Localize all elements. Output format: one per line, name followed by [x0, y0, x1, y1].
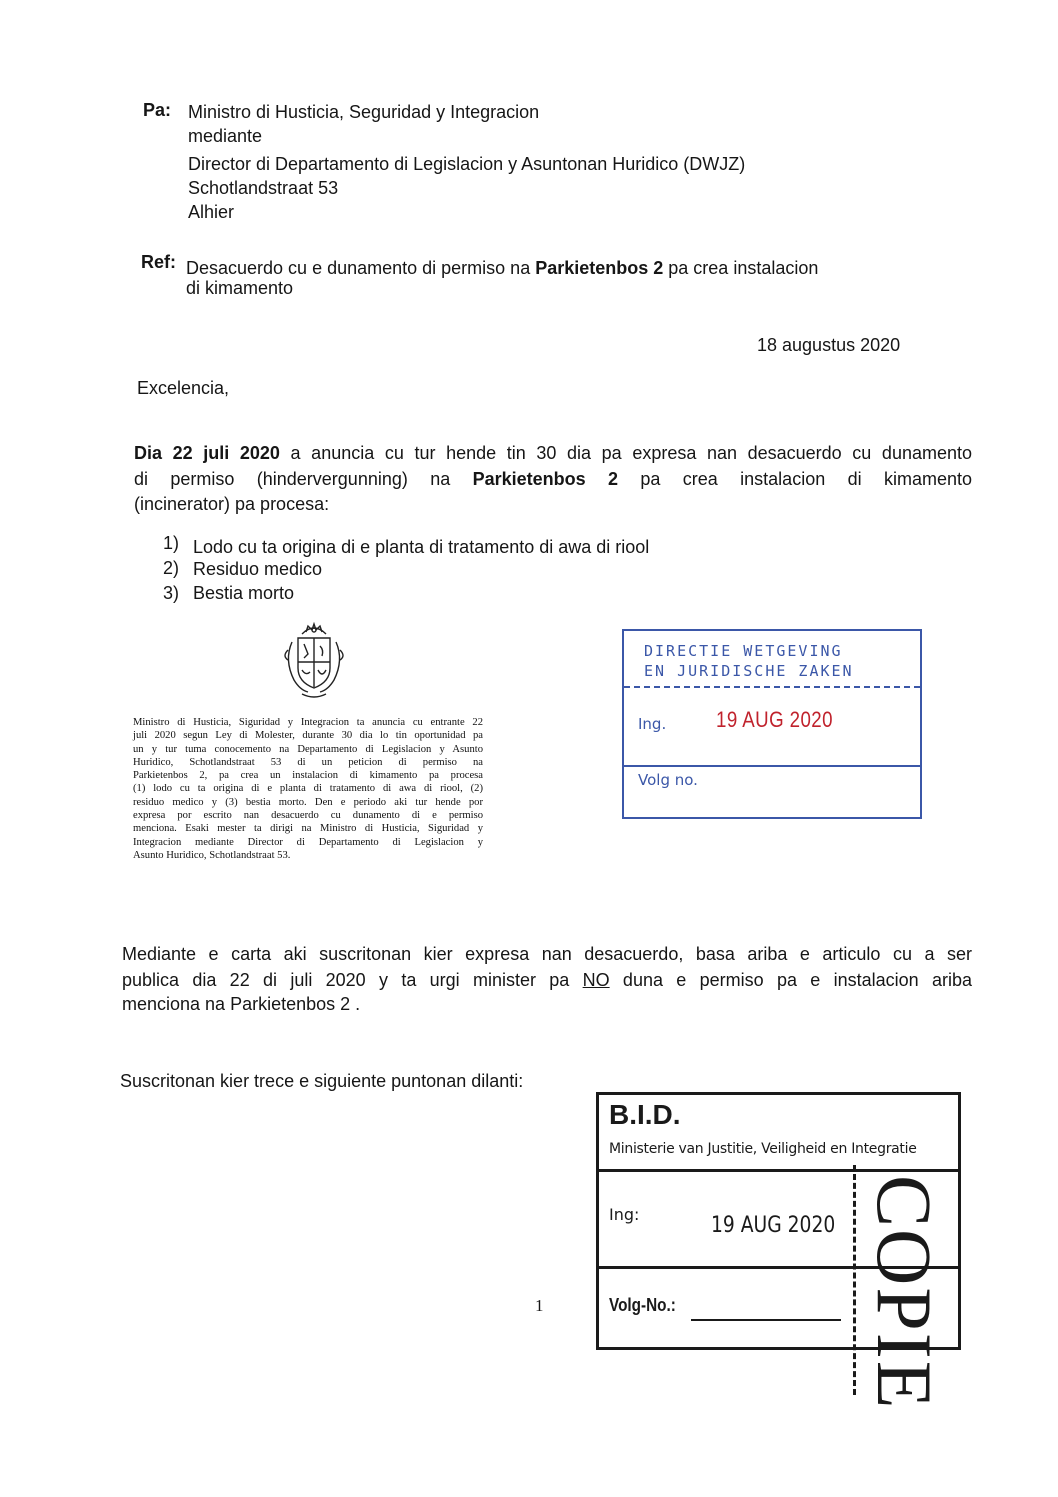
paragraph-line [134, 441, 972, 465]
clipping-line: Ministro di Husticia, Siguridad y Integracion ta anuncia cu entrante 22 [133, 717, 483, 728]
address-line: Alhier [188, 202, 235, 222]
newspaper-clipping [133, 716, 483, 862]
list-item: Lodo cu ta origina di e planta di tratamento di awa di riool [193, 537, 650, 557]
stamp-divider [624, 765, 920, 767]
salutation: Excelencia, [137, 378, 230, 398]
paragraph-text: publica dia 22 di juli 2020 y ta urgi minister pa [122, 970, 583, 990]
copie-stamp: COPIE [861, 1175, 948, 1411]
stamp-heading-line-2: EN JURIDISCHE ZAKEN [644, 662, 854, 680]
list-item: Bestia morto [193, 583, 295, 603]
clipping-line: expresa por escrito nan desacuerdo cu dunamento di e permiso [133, 810, 483, 822]
paragraph-line [134, 467, 972, 491]
stamp-ing-label: Ing: [609, 1205, 640, 1224]
address-line: mediante [188, 126, 263, 146]
underlined-no: NO [582, 970, 610, 990]
bid-received-stamp [596, 1092, 961, 1411]
ref-bold: Parkietenbos 2 [535, 258, 664, 278]
stamp-ing-date: 19 AUG 2020 [716, 707, 833, 732]
paragraph-text: duna e permiso pa e instalacion ariba [609, 970, 972, 990]
paragraph-points-intro: Suscritonan kier trece e siguiente puntonan dilanti: [120, 1071, 524, 1091]
clipping-line: juli 2020 segun Ley di Molester, durante 30 dia lo tin oportunidad pa [133, 730, 483, 742]
dwjz-received-stamp [622, 629, 922, 819]
clipping-line: Parkietenbos 2, pa crea un instalacion di kimamento pa procesa [133, 770, 483, 782]
ref-label: Ref: [141, 252, 176, 272]
paragraph-text: a anuncia cu tur hende tin 30 dia pa expresa nan desacuerdo cu dunamento [279, 443, 973, 463]
address-line: Director di Departamento di Legislacion y Asuntonan Huridico (DWJZ) [188, 154, 746, 174]
paragraph-line: (incinerator) pa procesa: [134, 494, 330, 514]
ref-text: Desacuerdo cu e dunamento di permiso na [186, 258, 536, 278]
stamp-divider [624, 686, 920, 688]
ref-line-2: di kimamento [186, 278, 294, 298]
paragraph-line: Mediante e carta aki suscritonan kier expresa nan desacuerdo, basa ariba e articulo cu a ser [122, 944, 972, 964]
bold-date: Dia 22 juli 2020 [134, 443, 280, 463]
clipping-line: (1) lodo cu ta origina di e planta di tratamento di awa di riool, (2) [133, 783, 483, 795]
clipping-line: Integracion mediante Director di Departamento di Legislacion y [133, 836, 483, 848]
stamp-title: B.I.D. [609, 1099, 681, 1130]
bold-location: Parkietenbos 2 [472, 469, 619, 489]
paragraph-line [122, 968, 972, 992]
list-number: 3) [163, 583, 180, 603]
stamp-volg-line [691, 1319, 841, 1321]
paragraph-text: di permiso (hindervergunning) na [134, 469, 473, 489]
clipping-line: Asunto Huridico, Schotlandstraat 53. [133, 849, 291, 861]
clipping-line: residuo medico y (3) bestia morto. Den e periodo aki tur hende por [133, 796, 483, 808]
address-line: Ministro di Husticia, Seguridad y Integracion [188, 102, 540, 122]
stamp-heading-line-1: DIRECTIE WETGEVING [644, 642, 843, 660]
paragraph-line: menciona na Parkietenbos 2 . [122, 994, 361, 1014]
ref-text-after: pa crea instalacion [663, 258, 819, 278]
stamp-divider [599, 1169, 958, 1172]
coat-of-arms-icon [278, 620, 350, 700]
pa-label: Pa: [143, 100, 172, 120]
list-item: Residuo medico [193, 559, 323, 579]
clipping-line: menciona. Esaki mester ta dirigi na Ministro di Husticia, Siguridad y [133, 823, 483, 835]
letter-date: 18 augustus 2020 [757, 335, 901, 355]
list-number: 2) [163, 558, 180, 578]
page-number: 1 [535, 1296, 544, 1315]
stamp-ing-label: Ing. [638, 715, 667, 733]
paragraph-text: pa crea instalacion di kimamento [618, 469, 972, 489]
stamp-volg-label: Volg no. [638, 771, 698, 789]
clipping-line: un y tur tuma conocemento na Departamento di Legislacion y Asunto [133, 743, 483, 755]
stamp-ing-date: 19 AUG 2020 [711, 1213, 836, 1238]
list-number: 1) [163, 533, 180, 553]
clipping-line: Huridico, Schotlandstraat 53 di un peticion di permiso na [133, 756, 483, 768]
stamp-subtitle: Ministerie van Justitie, Veiligheid en Integratie [609, 1141, 917, 1157]
stamp-vertical-divider [853, 1165, 856, 1395]
stamp-volg-label: Volg-No.: [609, 1295, 676, 1315]
address-line: Schotlandstraat 53 [188, 178, 339, 198]
